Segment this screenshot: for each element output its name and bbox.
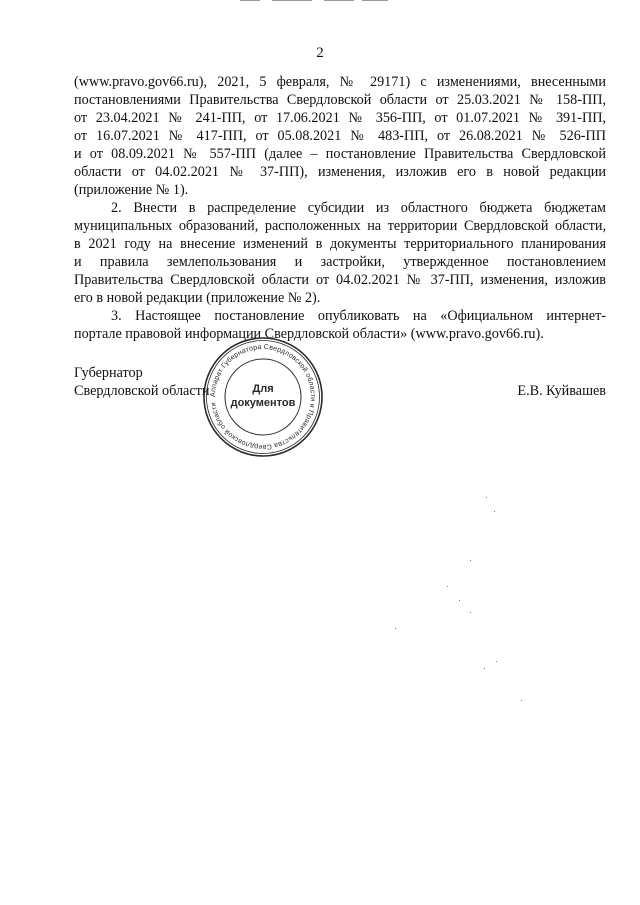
- signature-block: [74, 364, 606, 424]
- signatory-name: Е.В. Куйвашев: [517, 383, 606, 399]
- text-line: постановлениями Правительства Свердловской области от 25.03.2021 № 158-ПП,: [74, 92, 606, 108]
- paragraph-3: [74, 307, 606, 343]
- top-scan-marks: [240, 0, 390, 4]
- text-line: и от 08.09.2021 № 557-ПП (далее – постановление Правительства Свердловской: [74, 146, 606, 162]
- signatory-title-line: Свердловской области: [74, 383, 210, 399]
- text-line: 3. Настоящее постановление опубликовать на «Официальном интернет-: [111, 308, 606, 324]
- text-line: области от 04.02.2021 № 37-ПП), изменения, изложив его в новой редакции: [74, 164, 606, 180]
- text-line: (приложение № 1).: [74, 182, 189, 198]
- text-line: муниципальных образований, расположенных на территории Свердловской области,: [74, 218, 606, 234]
- text-line: (www.pravo.gov66.ru), 2021, 5 февраля, № 29171) с изменениями, внесенными: [74, 74, 606, 90]
- text-line: от 23.04.2021 № 241-ПП, от 17.06.2021 № 356-ПП, от 01.07.2021 № 391-ПП,: [74, 110, 606, 126]
- paragraph-2: [74, 199, 606, 307]
- document-body: [74, 73, 606, 343]
- text-line: в 2021 году на внесение изменений в документы территориального планирования: [74, 236, 606, 252]
- page-number: 2: [316, 45, 324, 61]
- text-line: 2. Внести в распределение субсидии из областного бюджета бюджетам: [111, 200, 606, 216]
- signatory-title-line: Губернатор: [74, 365, 143, 381]
- seal-ring-text: Аппарат Губернатора Свердловской области и Правительства Свердловской области: [209, 343, 317, 451]
- paragraph-1: [74, 73, 606, 199]
- official-seal-stamp: [202, 336, 324, 458]
- text-line: и правила землепользования и застройки, утвержденное постановлением: [74, 254, 606, 270]
- text-line: портале правовой информации Свердловской области» (www.pravo.gov66.ru).: [74, 326, 544, 342]
- signatory-title: [74, 364, 209, 400]
- text-line: от 16.07.2021 № 417-ПП, от 05.08.2021 № 483-ПП, от 26.08.2021 № 526-ПП: [74, 128, 606, 144]
- text-line: Правительства Свердловской области от 04.02.2021 № 37-ПП, изменения, изложив: [74, 272, 606, 288]
- text-line: его в новой редакции (приложение № 2).: [74, 290, 321, 306]
- seal-center-text: Для: [252, 383, 274, 395]
- seal-center-text: документов: [230, 397, 296, 409]
